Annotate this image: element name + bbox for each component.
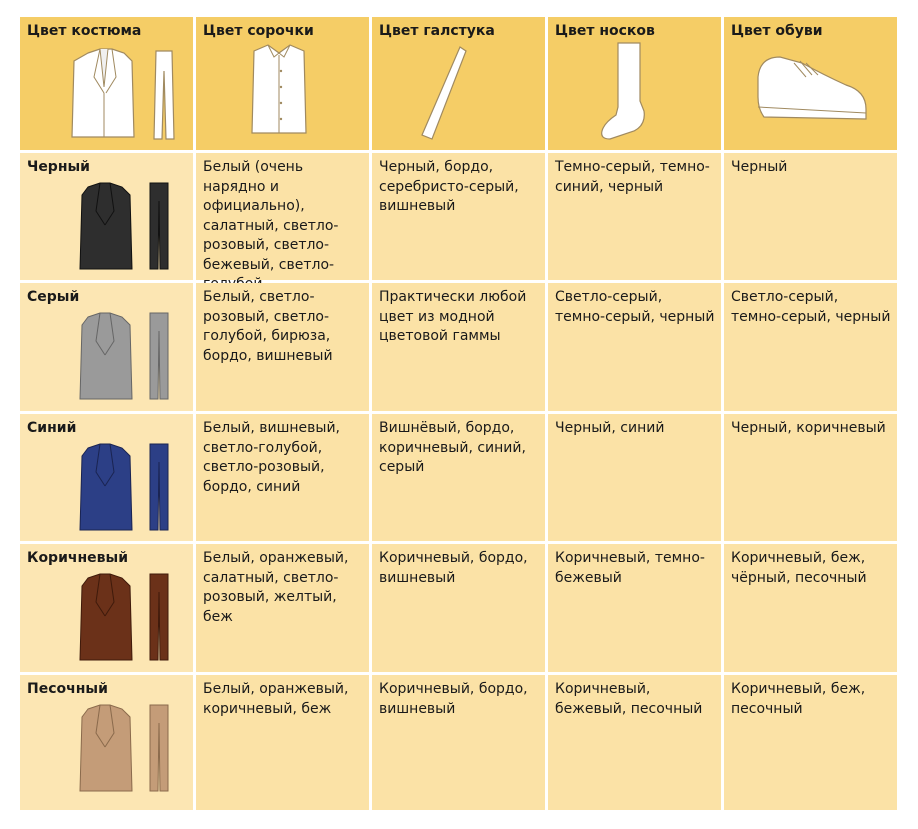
header-socks-color bbox=[548, 17, 724, 153]
suit-color-label: Черный bbox=[27, 159, 90, 175]
row-socks-cell: Коричневый, темно-бежевый bbox=[548, 544, 724, 675]
sand-suit-icon bbox=[76, 703, 172, 795]
sock-icon bbox=[598, 41, 658, 141]
row-shirt-cell: Белый, оранжевый, салатный, светло-розовый, желтый, беж bbox=[196, 544, 372, 675]
suit-color-table bbox=[20, 17, 900, 813]
header-label: Цвет галстука bbox=[379, 23, 495, 39]
row-tie-cell: Практически любой цвет из модной цветовой гаммы bbox=[372, 283, 548, 414]
row-tie-cell: Черный, бордо, серебристо-серый, вишневый bbox=[372, 153, 548, 283]
row-suit-cell bbox=[20, 544, 196, 675]
grey-suit-icon bbox=[76, 311, 172, 403]
row-shoes-cell: Коричневый, беж, чёрный, песочный bbox=[724, 544, 900, 675]
row-shoes-cell: Светло-серый, темно-серый, черный bbox=[724, 283, 900, 414]
suit-color-label: Песочный bbox=[27, 681, 108, 697]
suit-color-label: Синий bbox=[27, 420, 77, 436]
header-shoes-color bbox=[724, 17, 900, 153]
header-label: Цвет костюма bbox=[27, 23, 142, 39]
row-shirt-cell: Белый (очень нарядно и официально), салатный, светло-розовый, светло-бежевый, светло- bbox=[196, 153, 372, 283]
suit-color-label: Серый bbox=[27, 289, 80, 305]
header-label: Цвет сорочки bbox=[203, 23, 314, 39]
row-suit-cell bbox=[20, 283, 196, 414]
header-label: Цвет носков bbox=[555, 23, 655, 39]
row-shoes-cell: Черный bbox=[724, 153, 900, 283]
row-socks-cell: Коричневый, бежевый, песочный bbox=[548, 675, 724, 813]
row-tie-cell: Коричневый, бордо, вишневый bbox=[372, 675, 548, 813]
row-suit-cell bbox=[20, 414, 196, 544]
row-shirt-cell: Белый, оранжевый, коричневый, беж bbox=[196, 675, 372, 813]
header-label: Цвет обуви bbox=[731, 23, 823, 39]
header-shirt-color bbox=[196, 17, 372, 153]
shirt-icon bbox=[244, 43, 314, 135]
row-socks-cell: Черный, синий bbox=[548, 414, 724, 544]
blue-suit-icon bbox=[76, 442, 172, 534]
row-socks-cell: Светло-серый, темно-серый, черный bbox=[548, 283, 724, 414]
shoe-icon bbox=[754, 53, 870, 127]
tie-icon bbox=[420, 45, 470, 141]
row-shirt-cell: Белый, светло-розовый, светло-голубой, бирюза, бордо, вишневый bbox=[196, 283, 372, 414]
row-socks-cell: Темно-серый, темно-синий, черный bbox=[548, 153, 724, 283]
brown-suit-icon bbox=[76, 572, 172, 664]
row-shoes-cell: Черный, коричневый bbox=[724, 414, 900, 544]
header-tie-color bbox=[372, 17, 548, 153]
black-suit-icon bbox=[76, 181, 172, 273]
row-shirt-cell: Белый, вишневый, светло-голубой, светло-розовый, бордо, синий bbox=[196, 414, 372, 544]
suit-color-label: Коричневый bbox=[27, 550, 129, 566]
row-tie-cell: Коричневый, бордо, вишневый bbox=[372, 544, 548, 675]
row-shoes-cell: Коричневый, беж, песочный bbox=[724, 675, 900, 813]
white-suit-icon bbox=[70, 47, 180, 145]
row-suit-cell bbox=[20, 675, 196, 813]
row-suit-cell bbox=[20, 153, 196, 283]
header-suit-color bbox=[20, 17, 196, 153]
row-tie-cell: Вишнёвый, бордо, коричневый, синий, серый bbox=[372, 414, 548, 544]
